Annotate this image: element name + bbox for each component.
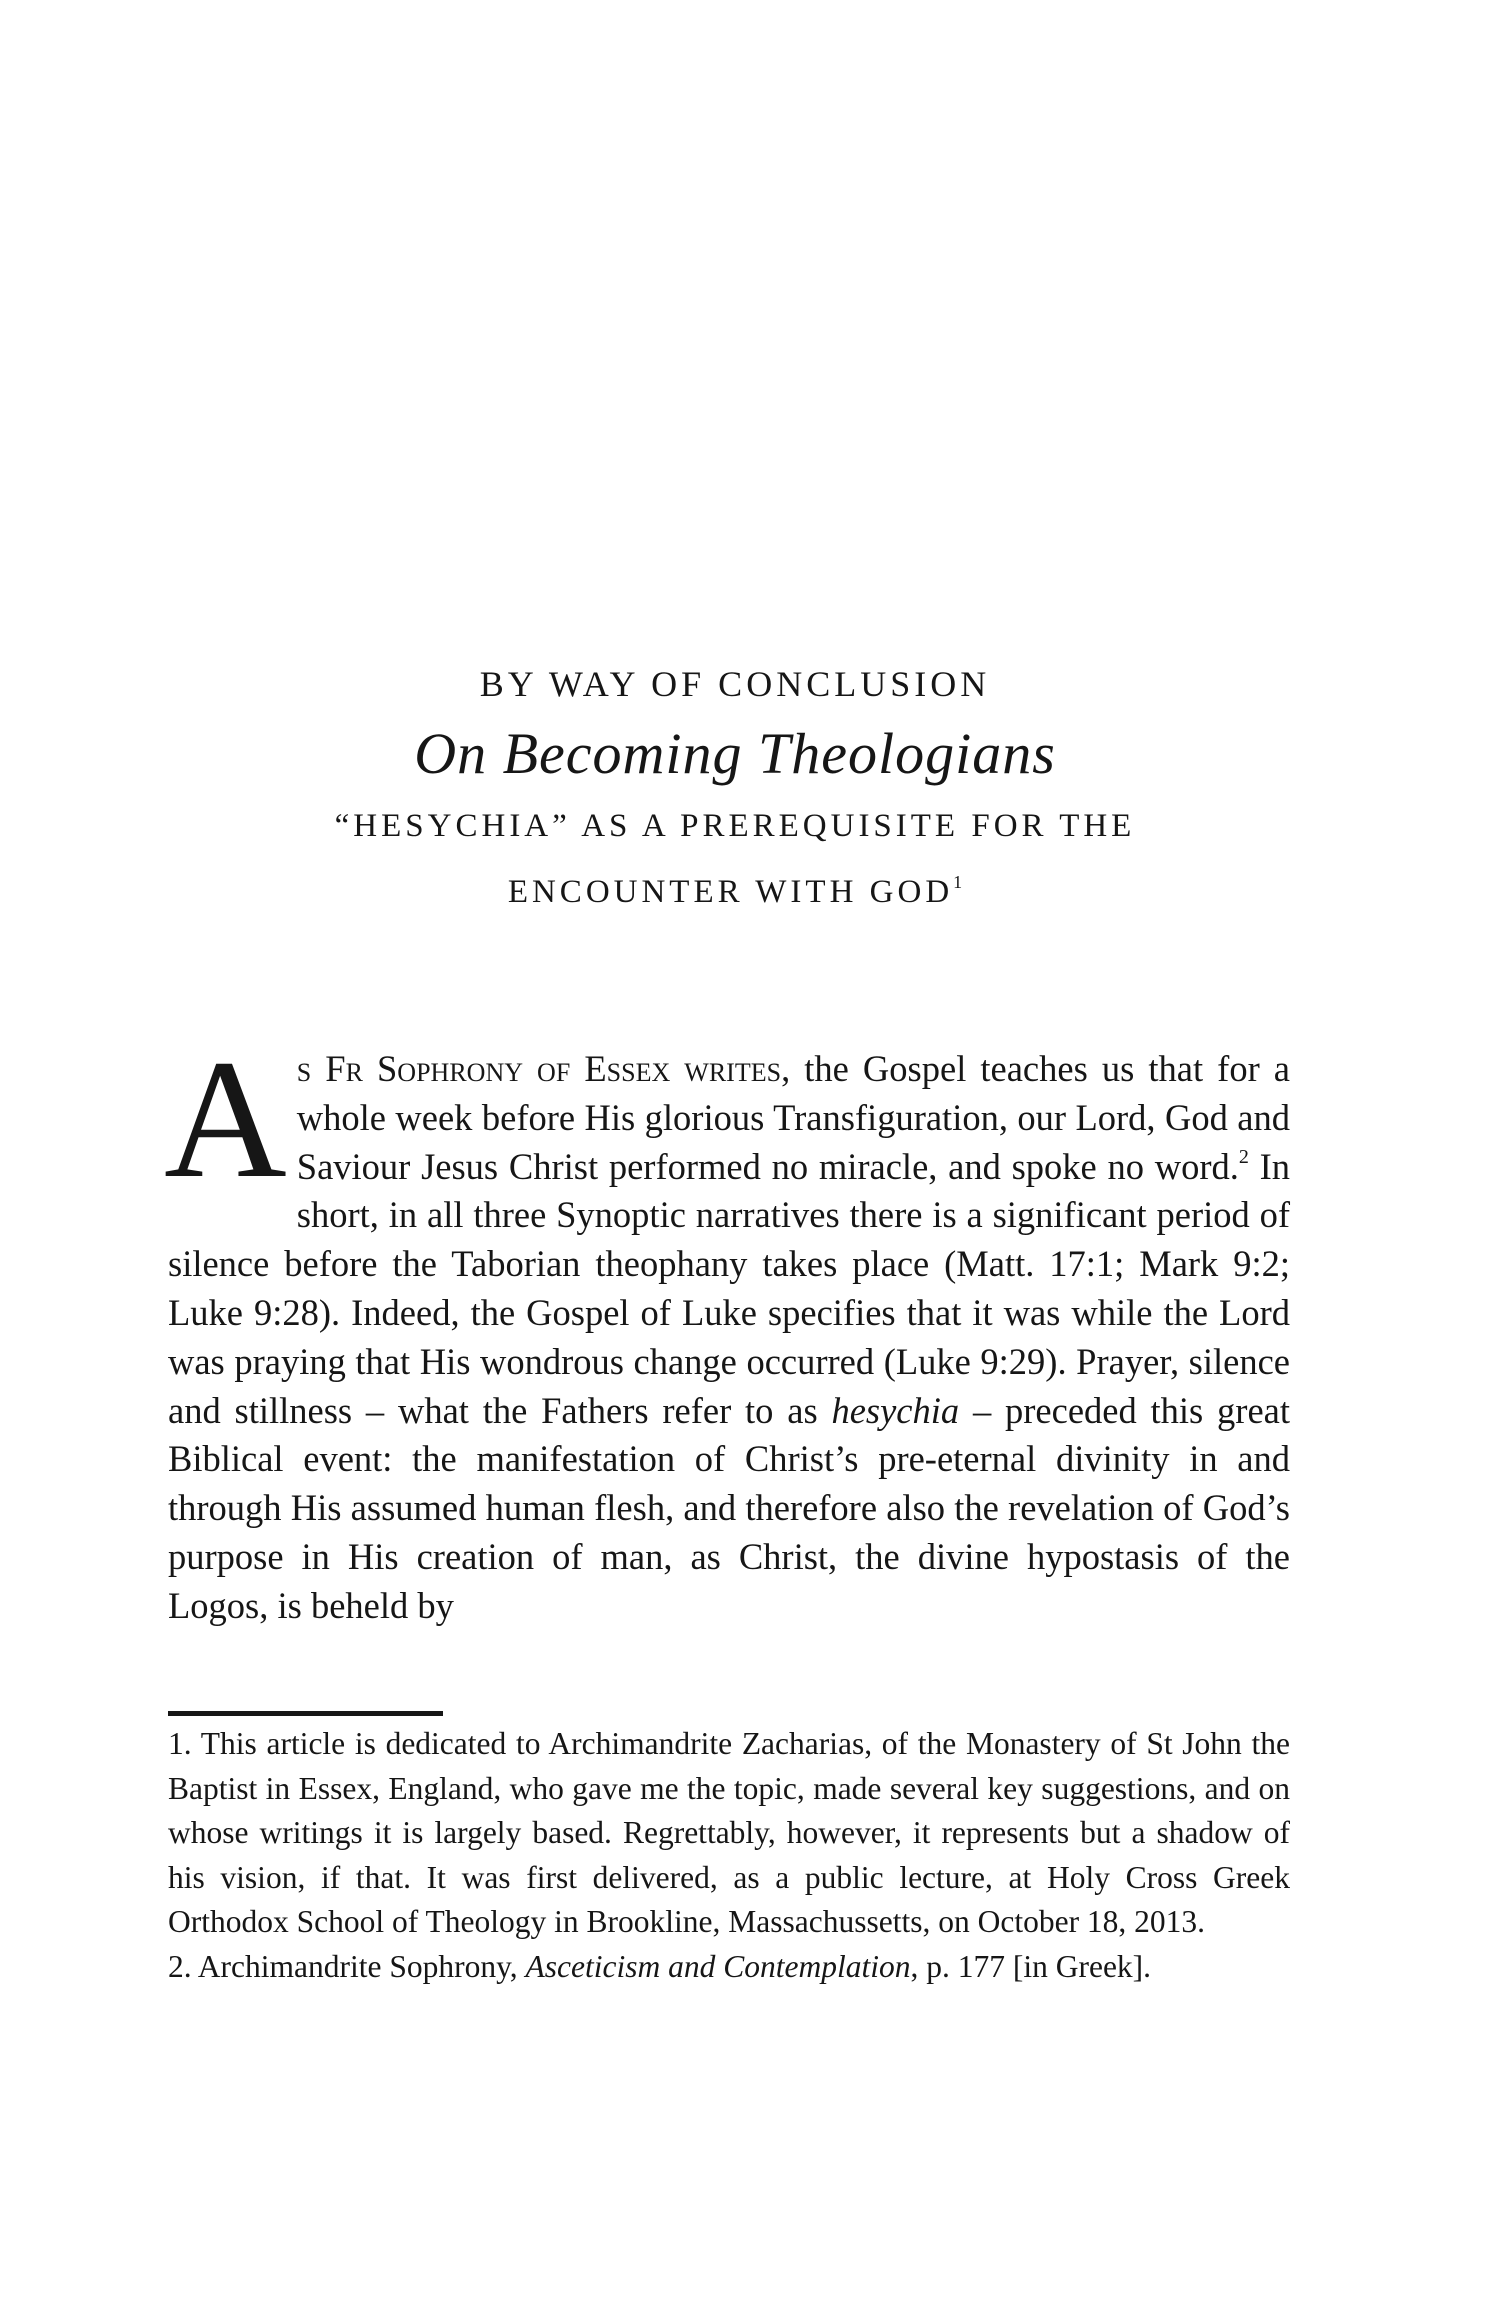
body-paragraph xyxy=(164,1025,1291,1631)
chapter-heading xyxy=(170,660,1300,920)
footnotes-section xyxy=(168,1722,1290,1990)
footnote-separator-rule xyxy=(168,1711,443,1716)
footnote-2-text-before: Archimandrite Sophrony, xyxy=(191,1948,526,1984)
subtitle-line-2: ENCOUNTER WITH GOD xyxy=(507,874,954,910)
footnote-2-book-title: Asceticism and Contemplation xyxy=(525,1948,911,1984)
chapter-kicker: BY WAY OF CONCLUSION xyxy=(479,664,991,704)
body-text-part-2: In short, in all three Synoptic narratives there is a significant period of silence before the Taborian theophany takes place (Matt. 17:1; Mark 9:2; Luke 9:28). Indeed, the Gospel of Luke specifies that it was while the Lord was praying that His wondrous change occurred (Luke 9:29). Prayer, silence and stillness – what the Fathers refer to as xyxy=(168,1145,1291,1431)
footnote-1 xyxy=(168,1722,1290,1945)
chapter-subtitle xyxy=(170,798,1300,920)
lead-in-smallcaps: s Fr Sophrony of Essex writes xyxy=(296,1048,782,1089)
footnote-2 xyxy=(168,1945,1290,1990)
footnote-1-number: 1. xyxy=(168,1726,192,1761)
subtitle-line-1: “HESYCHIA” AS A PREREQUISITE FOR THE xyxy=(334,808,1136,844)
footnote-2-text-after: , p. 177 [in Greek]. xyxy=(910,1948,1152,1984)
italic-term-hesychia: hesychia xyxy=(831,1389,960,1431)
footnote-1-text: This article is dedicated to Archimandrite Zacharias, of the Monastery of St John the Baptist in Essex, England, who gave me the topic, made several key suggestions, and on whose writings it is largely based. Regrettably, however, it represents but a shadow of his vision, if that. It was first delivered, as a public lecture, at Holy Cross Greek Orthodox School of Theology in Brookline, Massachussetts, on October 18, 2013. xyxy=(168,1726,1290,1940)
drop-cap: A xyxy=(164,1025,287,1213)
footnote-ref-2[interactable]: 2 xyxy=(1238,1145,1249,1168)
body-text-part-1: , the Gospel teaches us that for a whole week before His glorious Transfiguration, our Lord, God and Saviour Jesus Christ performed no miracle, and spoke no word. xyxy=(296,1048,1290,1187)
footnote-2-number: 2. xyxy=(168,1948,192,1984)
body-text-part-3: – preceded this great Biblical event: the manifestation of Christ’s pre-eternal divinity in and through His assumed human flesh, and therefore also the revelation of God’s purpose in His creation of man, as Christ, the divine hypostasis of the Logos, is beheld by xyxy=(168,1389,1291,1626)
chapter-title: On Becoming Theologians xyxy=(414,721,1056,786)
footnote-ref-1[interactable]: 1 xyxy=(953,872,963,892)
